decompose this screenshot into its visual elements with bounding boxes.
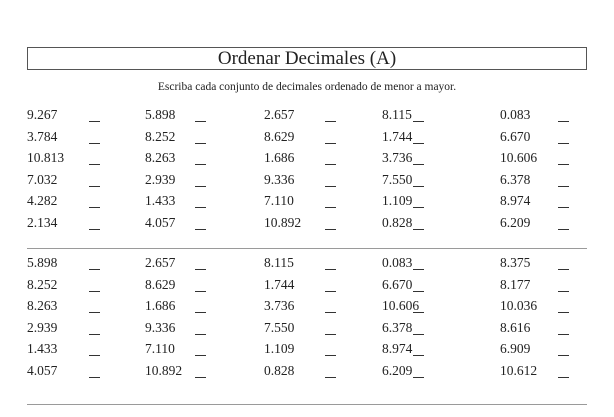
answer-blank[interactable] xyxy=(195,377,206,378)
problem-row xyxy=(0,340,614,360)
answer-blank[interactable] xyxy=(325,164,336,165)
decimal-value: 4.282 xyxy=(27,193,58,209)
decimal-value: 10.892 xyxy=(264,215,302,230)
problem-row xyxy=(0,362,614,382)
problem-row xyxy=(0,319,614,339)
decimal-cell xyxy=(382,254,497,274)
problem-row xyxy=(0,297,614,317)
decimal-value: 8.616 xyxy=(500,319,531,335)
decimal-value: 10.813 xyxy=(27,150,65,166)
answer-blank[interactable] xyxy=(325,121,336,122)
answer-blank[interactable] xyxy=(558,207,569,208)
decimal-cell xyxy=(500,171,614,191)
decimal-cell xyxy=(145,149,260,169)
decimal-value: 8.115 xyxy=(382,107,412,122)
decimal-value: 1.109 xyxy=(264,341,295,357)
problem-row xyxy=(0,171,614,191)
decimal-value: 6.378 xyxy=(500,171,531,187)
answer-blank[interactable] xyxy=(89,355,100,356)
problem-row xyxy=(0,128,614,148)
decimal-cell xyxy=(27,214,142,234)
decimal-value: 6.670 xyxy=(382,276,413,292)
decimal-cell xyxy=(145,106,260,126)
decimal-value: 3.784 xyxy=(27,128,58,144)
decimal-cell xyxy=(27,149,142,169)
worksheet-title: Ordenar Decimales (A) xyxy=(27,47,587,70)
decimal-value: 0.083 xyxy=(382,255,413,270)
decimal-value: 10.036 xyxy=(500,298,538,314)
answer-blank[interactable] xyxy=(413,291,424,292)
answer-blank[interactable] xyxy=(558,121,569,122)
answer-blank[interactable] xyxy=(89,334,100,335)
answer-blank[interactable] xyxy=(325,334,336,335)
decimal-value: 1.433 xyxy=(145,193,176,209)
decimal-value: 8.177 xyxy=(500,276,531,292)
answer-blank[interactable] xyxy=(325,312,336,313)
answer-blank[interactable] xyxy=(413,269,424,270)
decimal-value: 1.744 xyxy=(382,128,413,144)
answer-blank[interactable] xyxy=(325,207,336,208)
decimal-cell xyxy=(27,319,142,339)
decimal-value: 10.606 xyxy=(382,298,420,314)
answer-blank[interactable] xyxy=(89,291,100,292)
answer-blank[interactable] xyxy=(413,334,424,335)
decimal-cell xyxy=(382,192,497,212)
decimal-cell xyxy=(264,128,379,148)
section-divider xyxy=(27,248,587,249)
answer-blank[interactable] xyxy=(413,164,424,165)
answer-blank[interactable] xyxy=(89,207,100,208)
decimal-cell xyxy=(500,149,614,169)
problem-row xyxy=(0,254,614,274)
decimal-value: 8.974 xyxy=(500,193,531,209)
decimal-cell xyxy=(27,192,142,212)
decimal-value: 6.909 xyxy=(500,341,531,357)
decimal-cell xyxy=(382,171,497,191)
decimal-cell xyxy=(264,297,379,317)
answer-blank[interactable] xyxy=(558,355,569,356)
answer-blank[interactable] xyxy=(558,164,569,165)
decimal-cell xyxy=(145,214,260,234)
answer-blank[interactable] xyxy=(325,229,336,230)
section-divider xyxy=(27,404,587,405)
decimal-value: 8.252 xyxy=(145,128,176,144)
decimal-cell xyxy=(382,106,497,126)
decimal-value: 8.263 xyxy=(145,150,176,166)
decimal-cell xyxy=(27,171,142,191)
decimal-cell xyxy=(145,340,260,360)
answer-blank[interactable] xyxy=(558,312,569,313)
problem-row xyxy=(0,276,614,296)
decimal-cell xyxy=(500,192,614,212)
answer-blank[interactable] xyxy=(413,207,424,208)
decimal-cell xyxy=(264,276,379,296)
answer-blank[interactable] xyxy=(195,229,206,230)
problem-row xyxy=(0,149,614,169)
decimal-value: 7.032 xyxy=(27,171,58,187)
problem-row xyxy=(0,106,614,126)
answer-blank[interactable] xyxy=(89,121,100,122)
answer-blank[interactable] xyxy=(558,334,569,335)
decimal-cell xyxy=(382,276,497,296)
decimal-value: 9.336 xyxy=(145,319,176,335)
decimal-value: 3.736 xyxy=(264,298,295,314)
decimal-value: 0.828 xyxy=(264,363,295,378)
decimal-cell xyxy=(145,192,260,212)
decimal-cell xyxy=(382,340,497,360)
decimal-cell xyxy=(27,297,142,317)
answer-blank[interactable] xyxy=(558,229,569,230)
decimal-value: 10.612 xyxy=(500,363,538,378)
decimal-cell xyxy=(145,319,260,339)
answer-blank[interactable] xyxy=(89,186,100,187)
decimal-cell xyxy=(500,214,614,234)
decimal-value: 7.550 xyxy=(382,171,413,187)
decimal-cell xyxy=(27,276,142,296)
decimal-cell xyxy=(500,276,614,296)
worksheet-instructions: Escriba cada conjunto de decimales ordenado de menor a mayor. xyxy=(157,81,457,93)
decimal-value: 3.736 xyxy=(382,150,413,166)
answer-blank[interactable] xyxy=(413,229,424,230)
answer-blank[interactable] xyxy=(195,143,206,144)
decimal-cell xyxy=(27,362,142,382)
decimal-cell xyxy=(500,297,614,317)
decimal-value: 4.057 xyxy=(145,215,176,230)
decimal-cell xyxy=(264,192,379,212)
decimal-cell xyxy=(145,171,260,191)
decimal-value: 2.939 xyxy=(27,319,58,335)
answer-blank[interactable] xyxy=(558,291,569,292)
decimal-value: 10.892 xyxy=(145,363,183,378)
problem-row xyxy=(0,214,614,234)
answer-blank[interactable] xyxy=(325,269,336,270)
answer-blank[interactable] xyxy=(195,355,206,356)
decimal-cell xyxy=(145,128,260,148)
decimal-value: 2.657 xyxy=(145,255,176,270)
decimal-cell xyxy=(145,254,260,274)
decimal-value: 5.898 xyxy=(27,255,58,270)
answer-blank[interactable] xyxy=(413,121,424,122)
decimal-cell xyxy=(27,128,142,148)
decimal-value: 2.657 xyxy=(264,107,295,122)
decimal-cell xyxy=(264,319,379,339)
answer-blank[interactable] xyxy=(195,186,206,187)
answer-blank[interactable] xyxy=(195,291,206,292)
decimal-cell xyxy=(500,128,614,148)
decimal-cell xyxy=(27,340,142,360)
decimal-value: 0.828 xyxy=(382,215,413,230)
decimal-value: 8.263 xyxy=(27,298,58,314)
answer-blank[interactable] xyxy=(195,269,206,270)
decimal-value: 9.267 xyxy=(27,107,58,122)
decimal-value: 6.209 xyxy=(382,363,413,378)
decimal-cell xyxy=(264,171,379,191)
decimal-value: 10.606 xyxy=(500,150,538,166)
decimal-value: 8.629 xyxy=(145,276,176,292)
answer-blank[interactable] xyxy=(195,334,206,335)
decimal-cell xyxy=(382,319,497,339)
decimal-value: 1.686 xyxy=(264,150,295,166)
decimal-value: 9.336 xyxy=(264,171,295,187)
answer-blank[interactable] xyxy=(89,143,100,144)
decimal-value: 4.057 xyxy=(27,363,58,378)
decimal-cell xyxy=(145,276,260,296)
answer-blank[interactable] xyxy=(89,269,100,270)
decimal-cell xyxy=(145,297,260,317)
answer-blank[interactable] xyxy=(325,186,336,187)
answer-blank[interactable] xyxy=(558,143,569,144)
decimal-cell xyxy=(382,362,497,382)
answer-blank[interactable] xyxy=(325,291,336,292)
answer-blank[interactable] xyxy=(413,186,424,187)
answer-blank[interactable] xyxy=(195,312,206,313)
answer-blank[interactable] xyxy=(89,312,100,313)
decimal-cell xyxy=(27,254,142,274)
answer-blank[interactable] xyxy=(89,377,100,378)
decimal-value: 6.670 xyxy=(500,128,531,144)
answer-blank[interactable] xyxy=(413,355,424,356)
answer-blank[interactable] xyxy=(558,269,569,270)
decimal-cell xyxy=(382,214,497,234)
answer-blank[interactable] xyxy=(195,164,206,165)
answer-blank[interactable] xyxy=(413,377,424,378)
decimal-value: 1.744 xyxy=(264,276,295,292)
decimal-value: 1.433 xyxy=(27,341,58,357)
answer-blank[interactable] xyxy=(413,143,424,144)
decimal-cell xyxy=(382,297,497,317)
decimal-value: 7.110 xyxy=(264,193,294,209)
decimal-value: 0.083 xyxy=(500,107,531,122)
decimal-cell xyxy=(264,254,379,274)
decimal-cell xyxy=(382,128,497,148)
answer-blank[interactable] xyxy=(89,164,100,165)
answer-blank[interactable] xyxy=(325,143,336,144)
decimal-value: 8.252 xyxy=(27,276,58,292)
answer-blank[interactable] xyxy=(558,186,569,187)
decimal-cell xyxy=(264,214,379,234)
decimal-cell xyxy=(264,149,379,169)
decimal-value: 8.974 xyxy=(382,341,413,357)
decimal-value: 6.378 xyxy=(382,319,413,335)
decimal-cell xyxy=(145,362,260,382)
decimal-value: 7.550 xyxy=(264,319,295,335)
decimal-cell xyxy=(264,340,379,360)
problem-row xyxy=(0,192,614,212)
answer-blank[interactable] xyxy=(558,377,569,378)
decimal-cell xyxy=(500,340,614,360)
decimal-cell xyxy=(500,319,614,339)
decimal-value: 1.686 xyxy=(145,298,176,314)
answer-blank[interactable] xyxy=(325,355,336,356)
answer-blank[interactable] xyxy=(195,121,206,122)
decimal-value: 7.110 xyxy=(145,341,175,357)
decimal-value: 5.898 xyxy=(145,107,176,122)
decimal-value: 8.629 xyxy=(264,128,295,144)
decimal-cell xyxy=(264,362,379,382)
decimal-cell xyxy=(500,106,614,126)
decimal-value: 8.375 xyxy=(500,255,531,270)
answer-blank[interactable] xyxy=(325,377,336,378)
answer-blank[interactable] xyxy=(413,312,424,313)
decimal-value: 2.939 xyxy=(145,171,176,187)
decimal-cell xyxy=(500,362,614,382)
decimal-cell xyxy=(382,149,497,169)
answer-blank[interactable] xyxy=(89,229,100,230)
decimal-value: 2.134 xyxy=(27,215,58,230)
answer-blank[interactable] xyxy=(195,207,206,208)
decimal-cell xyxy=(27,106,142,126)
decimal-cell xyxy=(500,254,614,274)
decimal-value: 6.209 xyxy=(500,215,531,230)
decimal-cell xyxy=(264,106,379,126)
decimal-value: 8.115 xyxy=(264,255,294,270)
decimal-value: 1.109 xyxy=(382,193,413,209)
